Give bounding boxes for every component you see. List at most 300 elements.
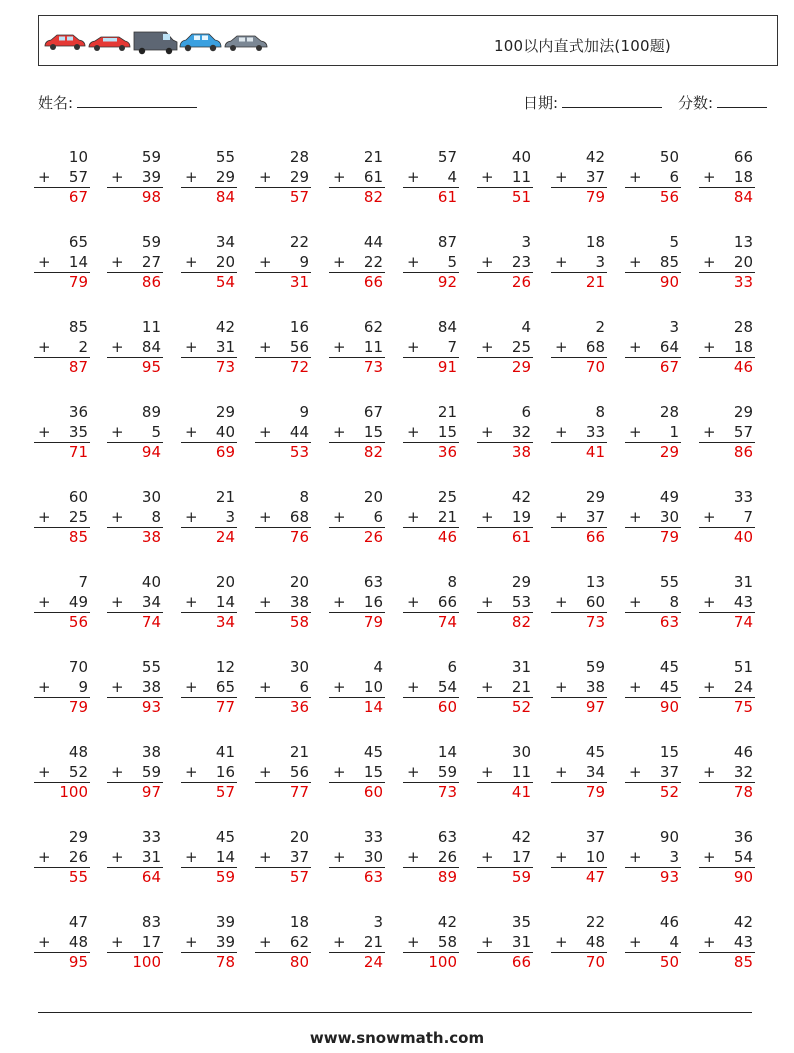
- addend-bottom-row: [695, 253, 755, 273]
- plus-sign: +: [185, 337, 198, 356]
- addend-bottom-row: [177, 593, 237, 613]
- addition-problem: [177, 403, 237, 461]
- addend-top: 33: [141, 828, 161, 846]
- addend-bottom: 23: [511, 252, 531, 271]
- answer: 100: [107, 952, 163, 971]
- plus-sign: +: [38, 592, 51, 611]
- plus-sign: +: [407, 932, 420, 951]
- date-blank[interactable]: [562, 92, 662, 108]
- answer: 82: [329, 442, 385, 461]
- plus-sign: +: [111, 422, 124, 441]
- addend-top: 22: [585, 913, 605, 931]
- addend-bottom-row: [695, 508, 755, 528]
- plus-sign: +: [38, 507, 51, 526]
- answer: 70: [551, 952, 607, 971]
- plus-sign: +: [333, 422, 346, 441]
- addition-problem: [695, 743, 755, 801]
- answer: 50: [625, 952, 681, 971]
- addend-bottom: 15: [363, 422, 383, 441]
- addend-bottom: 1: [669, 422, 679, 441]
- answer: 34: [181, 612, 237, 631]
- addition-problem: [325, 233, 385, 291]
- plus-sign: +: [111, 592, 124, 611]
- plus-sign: +: [629, 252, 642, 271]
- addend-top: 22: [289, 233, 309, 251]
- answer: 14: [329, 697, 385, 716]
- addend-top: 47: [68, 913, 88, 931]
- addend-bottom: 6: [299, 677, 309, 696]
- addend-bottom-row: [177, 423, 237, 443]
- addend-bottom: 2: [78, 337, 88, 356]
- plus-sign: +: [703, 762, 716, 781]
- plus-sign: +: [185, 762, 198, 781]
- addend-top: 8: [595, 403, 605, 421]
- addend-bottom-row: [473, 678, 533, 698]
- answer: 66: [329, 272, 385, 291]
- addend-bottom-row: [30, 933, 90, 953]
- plus-sign: +: [38, 847, 51, 866]
- addition-problem: [621, 658, 681, 716]
- addend-bottom: 16: [363, 592, 383, 611]
- addend-bottom: 54: [733, 847, 753, 866]
- name-field: [38, 92, 197, 113]
- addend-bottom-row: [473, 593, 533, 613]
- red-car-icon: [45, 35, 85, 50]
- addition-problem: [621, 573, 681, 631]
- answer: 40: [699, 527, 755, 546]
- addend-top: 46: [733, 743, 753, 761]
- plus-sign: +: [185, 932, 198, 951]
- addend-bottom-row: [103, 848, 163, 868]
- addend-top: 10: [68, 148, 88, 166]
- addend-top: 20: [363, 488, 383, 506]
- plus-sign: +: [333, 677, 346, 696]
- addend-bottom-row: [621, 423, 681, 443]
- addition-problem: [547, 658, 607, 716]
- addend-top: 39: [215, 913, 235, 931]
- answer: 64: [107, 867, 163, 886]
- plus-sign: +: [629, 167, 642, 186]
- addend-bottom-row: [103, 678, 163, 698]
- addend-bottom: 31: [511, 932, 531, 951]
- addition-problem: [695, 488, 755, 546]
- addend-bottom-row: [103, 508, 163, 528]
- addend-top: 5: [669, 233, 679, 251]
- plus-sign: +: [555, 677, 568, 696]
- answer: 63: [625, 612, 681, 631]
- answer: 75: [699, 697, 755, 716]
- addend-bottom-row: [30, 338, 90, 358]
- addend-top: 20: [215, 573, 235, 591]
- addend-bottom: 26: [68, 847, 88, 866]
- answer: 41: [551, 442, 607, 461]
- addend-bottom-row: [325, 763, 385, 783]
- answer: 98: [107, 187, 163, 206]
- addition-problem: [103, 828, 163, 886]
- plus-sign: +: [38, 932, 51, 951]
- answer: 71: [34, 442, 90, 461]
- addend-bottom-row: [325, 593, 385, 613]
- answer: 55: [34, 867, 90, 886]
- addend-bottom: 58: [437, 932, 457, 951]
- addend-bottom: 35: [68, 422, 88, 441]
- addition-problem: [177, 913, 237, 971]
- addend-bottom-row: [251, 593, 311, 613]
- plus-sign: +: [333, 847, 346, 866]
- addend-bottom: 6: [669, 167, 679, 186]
- addend-top: 38: [141, 743, 161, 761]
- addend-bottom-row: [103, 338, 163, 358]
- plus-sign: +: [185, 677, 198, 696]
- addend-bottom-row: [547, 508, 607, 528]
- answer: 59: [181, 867, 237, 886]
- addend-bottom: 19: [511, 507, 531, 526]
- addend-bottom: 11: [511, 762, 531, 781]
- plus-sign: +: [703, 677, 716, 696]
- plus-sign: +: [333, 167, 346, 186]
- plus-sign: +: [111, 252, 124, 271]
- answer: 85: [34, 527, 90, 546]
- addend-top: 29: [585, 488, 605, 506]
- addition-problem: [30, 148, 90, 206]
- addition-problem: [473, 148, 533, 206]
- addend-bottom-row: [621, 593, 681, 613]
- plus-sign: +: [555, 252, 568, 271]
- plus-sign: +: [111, 167, 124, 186]
- plus-sign: +: [38, 422, 51, 441]
- addend-top: 45: [363, 743, 383, 761]
- addend-bottom: 54: [437, 677, 457, 696]
- addition-problem: [251, 403, 311, 461]
- plus-sign: +: [259, 677, 272, 696]
- plus-sign: +: [407, 252, 420, 271]
- answer: 60: [403, 697, 459, 716]
- answer: 36: [403, 442, 459, 461]
- addend-bottom: 44: [289, 422, 309, 441]
- addend-bottom: 40: [215, 422, 235, 441]
- addend-top: 21: [363, 148, 383, 166]
- addend-bottom-row: [325, 508, 385, 528]
- addend-bottom-row: [695, 848, 755, 868]
- plus-sign: +: [481, 252, 494, 271]
- plus-sign: +: [629, 422, 642, 441]
- plus-sign: +: [111, 847, 124, 866]
- addend-top: 59: [585, 658, 605, 676]
- addend-top: 33: [733, 488, 753, 506]
- answer: 82: [329, 187, 385, 206]
- addend-top: 28: [659, 403, 679, 421]
- addend-bottom-row: [30, 678, 90, 698]
- addend-bottom: 57: [68, 167, 88, 186]
- addend-bottom-row: [30, 423, 90, 443]
- addend-bottom-row: [621, 508, 681, 528]
- plus-sign: +: [38, 337, 51, 356]
- addend-bottom-row: [251, 253, 311, 273]
- answer: 86: [107, 272, 163, 291]
- addition-problem: [325, 148, 385, 206]
- addition-problem: [251, 233, 311, 291]
- header-box: [38, 15, 778, 66]
- addend-bottom-row: [325, 423, 385, 443]
- addend-bottom-row: [621, 678, 681, 698]
- addend-top: 67: [363, 403, 383, 421]
- addend-bottom: 21: [511, 677, 531, 696]
- plus-sign: +: [333, 762, 346, 781]
- addend-bottom-row: [399, 338, 459, 358]
- plus-sign: +: [629, 337, 642, 356]
- plus-sign: +: [407, 762, 420, 781]
- addition-problem: [251, 913, 311, 971]
- addend-bottom-row: [399, 168, 459, 188]
- answer: 93: [625, 867, 681, 886]
- plus-sign: +: [111, 932, 124, 951]
- answer: 53: [255, 442, 311, 461]
- addend-bottom-row: [547, 168, 607, 188]
- addend-bottom-row: [325, 253, 385, 273]
- addition-problem: [473, 488, 533, 546]
- score-blank[interactable]: [717, 92, 767, 108]
- addend-top: 21: [289, 743, 309, 761]
- addition-problem: [473, 403, 533, 461]
- addend-bottom: 66: [437, 592, 457, 611]
- addend-bottom-row: [177, 508, 237, 528]
- addition-problem: [621, 488, 681, 546]
- addend-top: 87: [437, 233, 457, 251]
- addend-bottom-row: [177, 678, 237, 698]
- addend-bottom-row: [325, 933, 385, 953]
- answer: 90: [625, 697, 681, 716]
- plus-sign: +: [481, 932, 494, 951]
- answer: 46: [403, 527, 459, 546]
- addend-top: 21: [437, 403, 457, 421]
- addend-bottom-row: [695, 593, 755, 613]
- addition-problem: [325, 488, 385, 546]
- addition-problem: [251, 828, 311, 886]
- addend-top: 42: [215, 318, 235, 336]
- addend-bottom-row: [325, 848, 385, 868]
- addition-problem: [695, 148, 755, 206]
- addition-problem: [621, 743, 681, 801]
- answer: 26: [329, 527, 385, 546]
- answer: 21: [551, 272, 607, 291]
- addend-bottom: 37: [585, 507, 605, 526]
- addend-bottom: 32: [733, 762, 753, 781]
- addition-problem: [473, 318, 533, 376]
- answer: 93: [107, 697, 163, 716]
- answer: 36: [255, 697, 311, 716]
- answer: 70: [551, 357, 607, 376]
- plus-sign: +: [703, 252, 716, 271]
- answer: 66: [551, 527, 607, 546]
- plus-sign: +: [259, 252, 272, 271]
- answer: 67: [34, 187, 90, 206]
- addend-bottom-row: [547, 933, 607, 953]
- plus-sign: +: [38, 167, 51, 186]
- answer: 79: [34, 272, 90, 291]
- addend-bottom: 39: [215, 932, 235, 951]
- addend-top: 55: [141, 658, 161, 676]
- addend-top: 6: [521, 403, 531, 421]
- cars-illustration: [41, 26, 281, 56]
- plus-sign: +: [333, 932, 346, 951]
- addend-bottom-row: [399, 593, 459, 613]
- addition-problem: [251, 658, 311, 716]
- addend-bottom: 4: [447, 167, 457, 186]
- answer: 26: [477, 272, 533, 291]
- addend-bottom-row: [547, 763, 607, 783]
- plus-sign: +: [481, 847, 494, 866]
- addend-bottom: 15: [363, 762, 383, 781]
- addend-bottom-row: [177, 933, 237, 953]
- addend-top: 20: [289, 573, 309, 591]
- addition-problem: [547, 488, 607, 546]
- addition-problem: [399, 488, 459, 546]
- addend-bottom: 14: [68, 252, 88, 271]
- plus-sign: +: [481, 422, 494, 441]
- addend-top: 63: [363, 573, 383, 591]
- plus-sign: +: [259, 847, 272, 866]
- addend-top: 18: [289, 913, 309, 931]
- addend-bottom-row: [473, 253, 533, 273]
- plus-sign: +: [333, 507, 346, 526]
- addend-bottom: 15: [437, 422, 457, 441]
- addition-problem: [103, 148, 163, 206]
- name-blank[interactable]: [77, 92, 197, 108]
- addend-bottom: 14: [215, 592, 235, 611]
- addend-bottom: 25: [511, 337, 531, 356]
- plus-sign: +: [629, 932, 642, 951]
- addition-problem: [547, 573, 607, 631]
- addend-bottom-row: [399, 423, 459, 443]
- red-sports-car-icon: [89, 37, 130, 51]
- addend-top: 12: [215, 658, 235, 676]
- addend-top: 48: [68, 743, 88, 761]
- addend-bottom-row: [325, 168, 385, 188]
- addend-top: 51: [733, 658, 753, 676]
- addend-bottom: 11: [511, 167, 531, 186]
- addend-bottom: 7: [743, 507, 753, 526]
- addend-bottom-row: [177, 338, 237, 358]
- addition-problem: [621, 403, 681, 461]
- footer-divider: [38, 1012, 752, 1013]
- addition-problem: [621, 148, 681, 206]
- answer: 38: [477, 442, 533, 461]
- addend-bottom-row: [473, 338, 533, 358]
- addend-bottom-row: [695, 168, 755, 188]
- addend-top: 45: [215, 828, 235, 846]
- plus-sign: +: [259, 592, 272, 611]
- addend-bottom-row: [103, 253, 163, 273]
- addition-problem: [103, 658, 163, 716]
- plus-sign: +: [111, 677, 124, 696]
- addend-bottom-row: [695, 678, 755, 698]
- addend-bottom: 9: [78, 677, 88, 696]
- addend-top: 55: [659, 573, 679, 591]
- addend-bottom: 85: [659, 252, 679, 271]
- answer: 56: [34, 612, 90, 631]
- addend-top: 42: [733, 913, 753, 931]
- score-label: 分数:: [678, 94, 714, 112]
- plus-sign: +: [703, 592, 716, 611]
- addend-top: 3: [669, 318, 679, 336]
- addend-top: 9: [299, 403, 309, 421]
- answer: 78: [699, 782, 755, 801]
- addend-bottom: 30: [363, 847, 383, 866]
- addend-bottom: 37: [289, 847, 309, 866]
- answer: 69: [181, 442, 237, 461]
- addition-problem: [103, 488, 163, 546]
- addition-problem: [547, 233, 607, 291]
- addend-bottom-row: [30, 168, 90, 188]
- plus-sign: +: [555, 422, 568, 441]
- addend-top: 31: [733, 573, 753, 591]
- answer: 31: [255, 272, 311, 291]
- answer: 76: [255, 527, 311, 546]
- addend-bottom: 39: [141, 167, 161, 186]
- addend-bottom-row: [177, 848, 237, 868]
- addend-bottom: 18: [733, 337, 753, 356]
- addition-problem: [325, 743, 385, 801]
- addition-problem: [399, 403, 459, 461]
- addition-problem: [103, 403, 163, 461]
- answer: 33: [699, 272, 755, 291]
- answer: 46: [699, 357, 755, 376]
- addend-bottom: 11: [363, 337, 383, 356]
- addition-problem: [177, 318, 237, 376]
- plus-sign: +: [185, 847, 198, 866]
- addend-top: 57: [437, 148, 457, 166]
- addition-problem: [547, 403, 607, 461]
- addend-top: 44: [363, 233, 383, 251]
- addend-top: 65: [68, 233, 88, 251]
- addend-top: 4: [521, 318, 531, 336]
- addition-problem: [30, 488, 90, 546]
- plus-sign: +: [259, 337, 272, 356]
- addend-bottom: 4: [669, 932, 679, 951]
- addition-problem: [30, 828, 90, 886]
- addend-top: 83: [141, 913, 161, 931]
- plus-sign: +: [333, 337, 346, 356]
- addition-problem: [621, 828, 681, 886]
- plus-sign: +: [407, 592, 420, 611]
- addend-bottom-row: [177, 168, 237, 188]
- answer: 24: [329, 952, 385, 971]
- addend-bottom: 17: [511, 847, 531, 866]
- date-field: [523, 92, 662, 113]
- addend-bottom: 33: [585, 422, 605, 441]
- addend-bottom: 3: [669, 847, 679, 866]
- answer: 67: [625, 357, 681, 376]
- addend-bottom: 34: [141, 592, 161, 611]
- addend-top: 33: [363, 828, 383, 846]
- addition-problem: [695, 913, 755, 971]
- addend-bottom: 62: [289, 932, 309, 951]
- answer: 77: [181, 697, 237, 716]
- addend-bottom: 48: [68, 932, 88, 951]
- addend-bottom: 6: [373, 507, 383, 526]
- addend-top: 13: [733, 233, 753, 251]
- footer-url: www.snowmath.com: [309, 1029, 485, 1047]
- answer: 73: [181, 357, 237, 376]
- addition-problem: [177, 233, 237, 291]
- addend-bottom: 48: [585, 932, 605, 951]
- addend-bottom-row: [325, 338, 385, 358]
- addend-bottom: 38: [141, 677, 161, 696]
- addend-top: 7: [78, 573, 88, 591]
- addend-top: 21: [215, 488, 235, 506]
- addend-bottom-row: [473, 168, 533, 188]
- plus-sign: +: [259, 167, 272, 186]
